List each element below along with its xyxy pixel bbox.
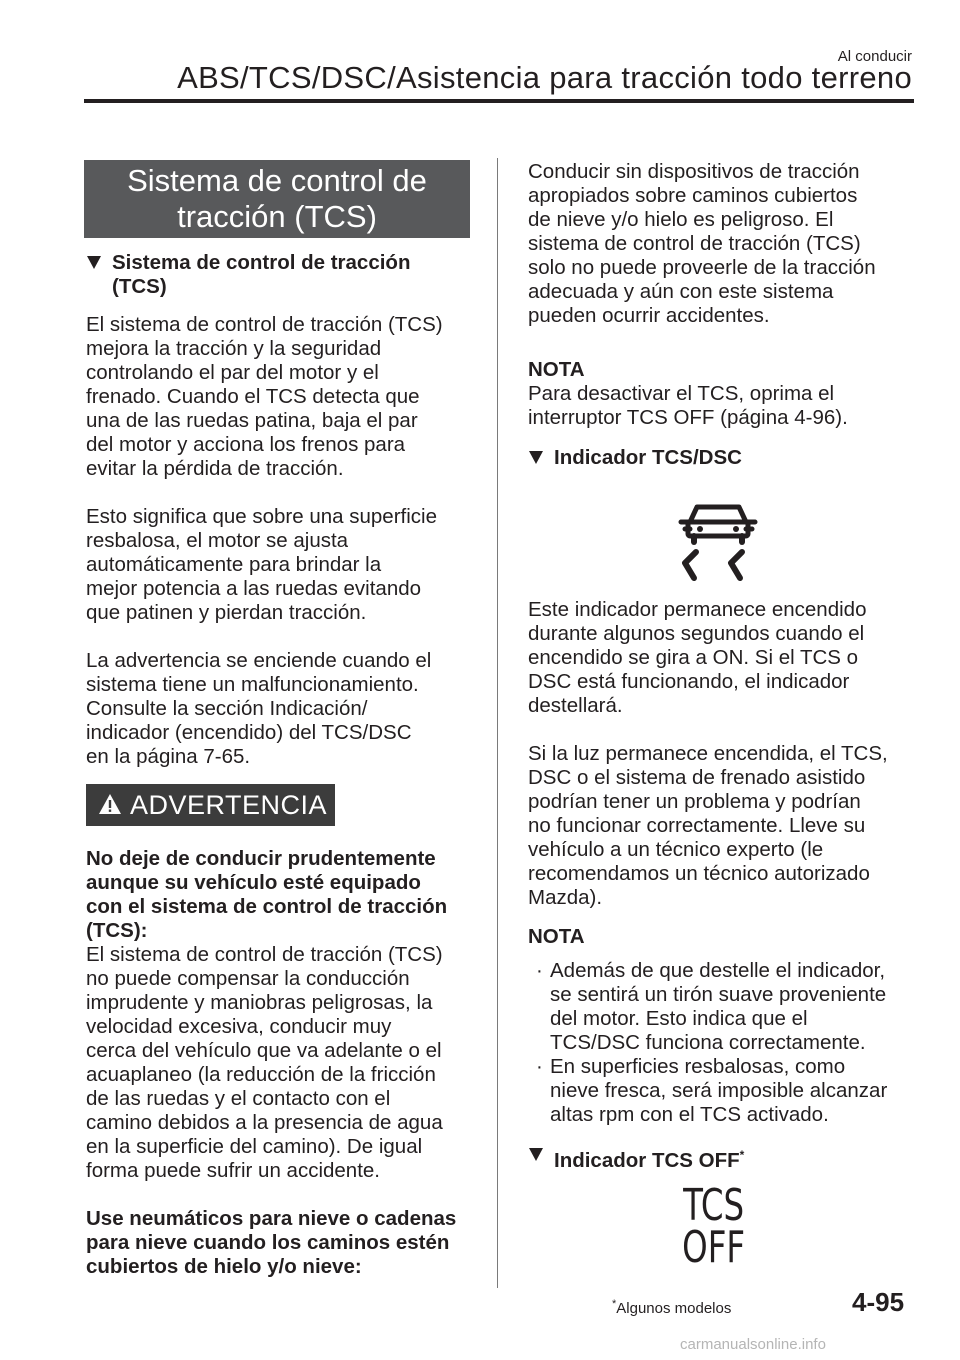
paragraph-light-stays-on: Si la luz permanece encendida, el TCS, DSC o el sistema de frenado asistido podrían tener un problema y podrían no funcionar correctamente. Lleve su vehículo a un técnico experto (le recomendamos un técnico autorizado Mazda).: [528, 742, 888, 909]
note-text-1: Para desactivar el TCS, oprima el interruptor TCS OFF (página 4-96).: [528, 382, 848, 429]
column-divider: [497, 158, 498, 1288]
section-header-title: ABS/TCS/DSC/Asistencia para tracción todo terreno: [177, 60, 912, 95]
triangle-down-icon: [86, 251, 112, 299]
page-number: 4-95: [852, 1287, 905, 1317]
note-title-1: NOTA: [528, 358, 585, 381]
section-banner-line2: tracción (TCS): [177, 199, 377, 234]
tcs-off-line2: OFF: [682, 1221, 746, 1273]
subheading-tcs-off: Indicador TCS OFF*: [528, 1143, 912, 1173]
left-column: [86, 251, 470, 1279]
watermark: carmanualsonline.info: [680, 1336, 826, 1353]
warning-triangle-icon: [98, 793, 130, 818]
section-banner: [84, 160, 470, 238]
note-bullet-1: · Además de que destelle el indicador, se sentirá un tirón suave proveniente del motor. Esto indica que el TCS/DSC funciona correctamente.: [536, 959, 887, 1054]
tcs-off-indicator: [680, 1179, 747, 1273]
subheading-tcs: Sistema de control de tracción (TCS): [86, 251, 470, 299]
warning-bold-2: Use neumáticos para nieve o cadenas para nieve cuando los caminos estén cubiertos de hielo y/o nieve:: [86, 1207, 457, 1278]
warning-text-1: El sistema de control de tracción (TCS) no puede compensar la conducción imprudente y maniobras peligrosas, la velocidad excesiva, conducir muy cerca del vehículo que va adelante o el acuaplaneo (la reducción de la fricción de las ruedas y el contacto con el camino debidos a la presencia de agua en la superficie del camino). De igual forma puede sufrir un accidente.: [86, 943, 443, 1182]
paragraph-intro: El sistema de control de tracción (TCS) mejora la tracción y la seguridad controlando el par del motor y el frenado. Cuando el TCS detecta que una de las ruedas patina, baja el par del motor y acciona los frenos para evitar la pérdida de tracción.: [86, 313, 443, 480]
note-title-2: NOTA: [528, 925, 585, 948]
triangle-down-icon: [528, 446, 554, 470]
subheading-tcs-dsc: Indicador TCS/DSC: [528, 446, 912, 470]
tcs-dsc-indicator: [528, 500, 912, 594]
note-bullet-2: · En superficies resbalosas, como nieve fresca, será imposible alcanzar altas rpm con el TCS activado.: [536, 1055, 888, 1126]
triangle-down-icon: [528, 1143, 554, 1173]
warning-bold-1: No deje de conducir prudentemente aunque su vehículo esté equipado con el sistema de control de tracción (TCS):: [86, 847, 448, 942]
warning-banner: [86, 784, 335, 826]
right-column: [528, 160, 912, 1273]
paragraph-snow-chains: Conducir sin dispositivos de tracción apropiados sobre caminos cubiertos de nieve y/o hielo es peligroso. El sistema de control de tracción (TCS) solo no puede proveerle de la tracción adecuada y aún con este sistema pueden ocurrir accidentes.: [528, 160, 876, 327]
paragraph-slippery: Esto significa que sobre una superficie resbalosa, el motor se ajusta automáticamente para brindar la mejor potencia a las ruedas evitando que patinen y pierdan tracción.: [86, 505, 437, 624]
footnote: *Algunos modelos: [612, 1298, 732, 1317]
skidding-car-icon: [678, 500, 760, 590]
header-rule: [84, 99, 914, 103]
paragraph-warning-light: La advertencia se enciende cuando el sistema tiene un malfuncionamiento. Consulte la sección Indicación/ indicador (encendido) del TCS/DSC en la página 7-65.: [86, 649, 432, 768]
tcs-off-line1: TCS: [683, 1179, 745, 1231]
paragraph-indicator-on: Este indicador permanece encendido durante algunos segundos cuando el encendido se gira a ON. Si el TCS o DSC está funcionando, el indicador destellará.: [528, 598, 867, 717]
chapter-label: Al conducir: [837, 48, 912, 65]
section-banner-line1: Sistema de control de: [127, 163, 427, 198]
warning-label: ADVERTENCIA: [130, 790, 328, 820]
